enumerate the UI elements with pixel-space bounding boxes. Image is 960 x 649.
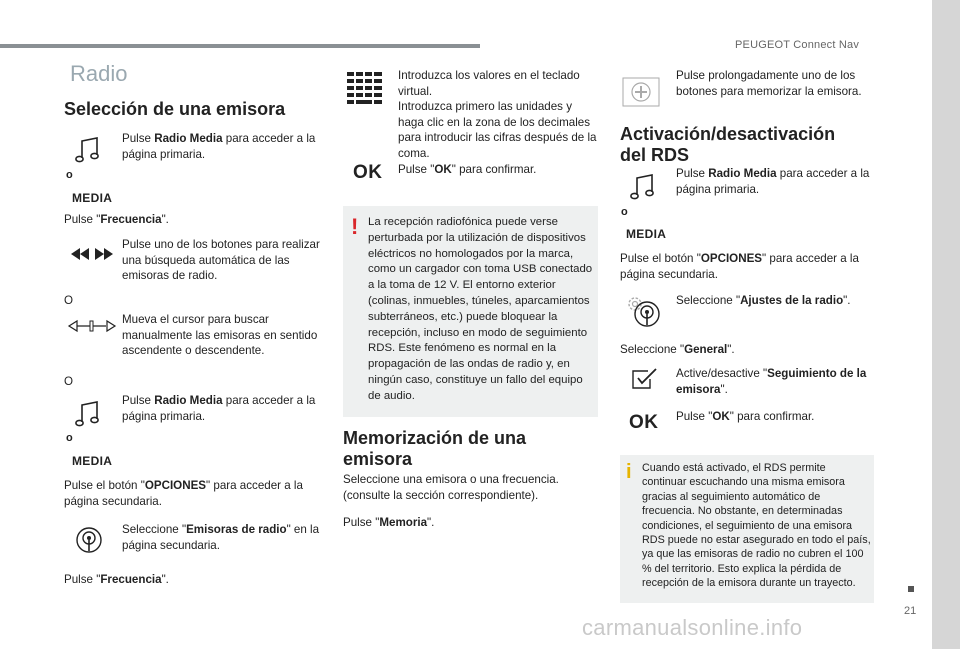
step-radio-media-3: Pulse Radio Media para acceder a la página primaria. [676, 167, 870, 196]
media-button-label: MEDIA [72, 191, 113, 205]
header-title: PEUGEOT Connect Nav [735, 39, 860, 51]
add-preset-icon [622, 77, 660, 107]
section-title: Radio [70, 61, 128, 86]
step-ok-2: Pulse "OK" para confirmar. [676, 410, 815, 423]
info-text: Cuando está activado, el RDS permite continuar escuchando una misma emisora gracias al seguimiento automático de frecuencia. No obstante, en determinadas condiciones, el seguimiento de una emisora RDS puede no estar asegurado en todo el país, ya que las emisoras de radio no cubren el 100 % del territorio. Esto explica la pérdida de recepción de la emisora durante un trayecto. [642, 462, 871, 590]
info-icon: i [626, 461, 632, 483]
header-rule [0, 44, 480, 48]
step-radio-media-1: Pulse Radio Media para acceder a la página primaria. [122, 132, 316, 161]
side-strip [932, 0, 960, 649]
keypad-icon [347, 72, 383, 104]
step-memory: Pulse "Memoria". [343, 516, 435, 529]
step-station-follow: Active/desactive "Seguimiento de la emisora". [676, 367, 867, 396]
step-hold-preset: Pulse prolongadamente uno de los botones para memorizar la emisora. [676, 69, 862, 98]
heading-station-selection: Selección de una emisora [64, 99, 286, 119]
ok-button-label: OK [353, 162, 383, 183]
music-note-icon [630, 173, 656, 203]
step-radio-media-2: Pulse Radio Media para acceder a la página primaria. [122, 394, 316, 423]
or-label: o [621, 206, 628, 218]
warning-text: La recepción radiofónica puede verse perturbada por la utilización de dispositivos eléctricos no homologados por la marca, como un cargador con toma USB conectado a la toma de 12 V. El entorno exterior (colinas, inmuebles, túneles, aparcamientos subterráneos, etc.) puede bloquear la recepción, incluso en modo de seguimiento RDS. Este fenómeno es normal en la propagación de las ondas de radio y, en ningún caso, constituye un fallo del equipo de audio. [368, 216, 593, 402]
media-button-label: MEDIA [626, 227, 667, 241]
or-label: o [66, 432, 73, 444]
warning-icon: ! [351, 214, 359, 239]
info-box [620, 455, 874, 603]
page-number: 21 [904, 605, 917, 617]
step-frequency-1: Pulse "Frecuencia". [64, 213, 169, 226]
heading-rds: Activación/desactivación del RDS [620, 124, 836, 165]
checkbox-checked-icon [632, 368, 658, 390]
music-note-icon [75, 136, 101, 166]
music-note-icon [75, 400, 101, 430]
step-ok-1: Pulse "OK" para confirmar. [398, 163, 537, 176]
ok-button-label: OK [629, 412, 659, 433]
step-radio-settings: Seleccione "Ajustes de la radio". [676, 294, 851, 307]
seek-buttons-icon [70, 247, 114, 261]
radio-settings-icon [626, 295, 662, 329]
step-frequency-2: Pulse "Frecuencia". [64, 573, 169, 586]
step-keypad-1: Introduzca los valores en el teclado virtual. [398, 69, 580, 98]
step-keypad-2: Introduzca primero las unidades y haga clic en la zona de los decimales para introducir las cifras después de la coma. [398, 100, 597, 160]
step-options-1: Pulse el botón "OPCIONES" para acceder a la página secundaria. [64, 479, 303, 508]
watermark: carmanualsonline.info [582, 615, 803, 640]
warning-box [343, 206, 598, 417]
heading-store-station: Memorización de una emisora [343, 428, 527, 469]
step-select-station: Seleccione una emisora o una frecuencia. (consulte la sección correspondiente). [343, 473, 559, 502]
step-slider: Mueva el cursor para buscar manualmente las emisoras en sentido ascendente o descendente. [122, 313, 318, 358]
or-label: o [66, 169, 73, 181]
step-options-2: Pulse el botón "OPCIONES" para acceder a la página secundaria. [620, 252, 859, 281]
continue-marker [908, 586, 914, 592]
radio-antenna-icon [74, 525, 104, 555]
or-separator-2: O [64, 375, 74, 388]
step-seek: Pulse uno de los botones para realizar una búsqueda automática de las emisoras de radio. [122, 238, 320, 283]
frequency-slider-icon [68, 320, 116, 332]
media-button-label: MEDIA [72, 454, 113, 468]
step-general: Seleccione "General". [620, 343, 735, 356]
step-select-stations: Seleccione "Emisoras de radio" en la página secundaria. [122, 523, 320, 552]
or-separator-1: O [64, 294, 74, 307]
